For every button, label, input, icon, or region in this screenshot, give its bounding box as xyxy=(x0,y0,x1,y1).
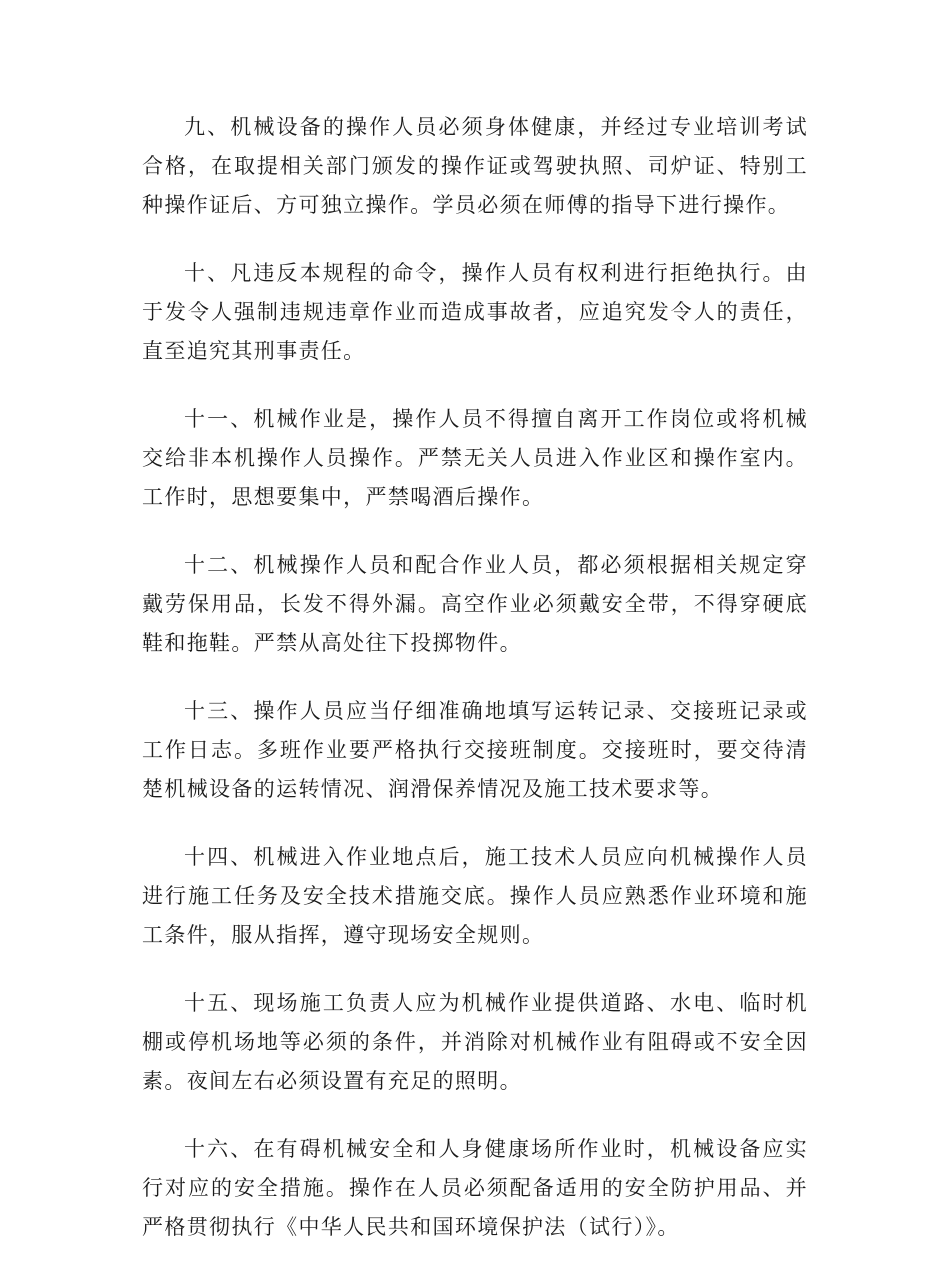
paragraph-16: 十六、在有碍机械安全和人身健康场所作业时，机械设备应实行对应的安全措施。操作在人员必须配备适用的安全防护用品、并严格贯彻执行《中华人民共和国环境保护法（试行）》。 xyxy=(142,1137,808,1239)
paragraph-14: 十四、机械进入作业地点后，施工技术人员应向机械操作人员进行施工任务及安全技术措施交底。操作人员应熟悉作业环境和施工条件，服从指挥，遵守现场安全规则。 xyxy=(142,845,808,947)
paragraph-11: 十一、机械作业是，操作人员不得擅自离开工作岗位或将机械交给非本机操作人员操作。严禁无关人员进入作业区和操作室内。工作时，思想要集中，严禁喝酒后操作。 xyxy=(142,407,808,509)
paragraph-10: 十、凡违反本规程的命令，操作人员有权利进行拒绝执行。由于发令人强制违规违章作业而造成事故者，应追究发令人的责任，直至追究其刑事责任。 xyxy=(142,261,808,363)
paragraph-9: 九、机械设备的操作人员必须身体健康，并经过专业培训考试合格，在取提相关部门颁发的操作证或驾驶执照、司炉证、特别工种操作证后、方可独立操作。学员必须在师傅的指导下进行操作。 xyxy=(142,115,808,217)
paragraph-15: 十五、现场施工负责人应为机械作业提供道路、水电、临时机棚或停机场地等必须的条件，并消除对机械作业有阻碍或不安全因素。夜间左右必须设置有充足的照明。 xyxy=(142,991,808,1093)
document-body xyxy=(142,108,808,1276)
paragraph-12: 十二、机械操作人员和配合作业人员，都必须根据相关规定穿戴劳保用品，长发不得外漏。高空作业必须戴安全带，不得穿硬底鞋和拖鞋。严禁从高处往下投掷物件。 xyxy=(142,553,808,655)
paragraph-13: 十三、操作人员应当仔细准确地填写运转记录、交接班记录或工作日志。多班作业要严格执行交接班制度。交接班时，要交待清楚机械设备的运转情况、润滑保养情况及施工技术要求等。 xyxy=(142,699,808,801)
